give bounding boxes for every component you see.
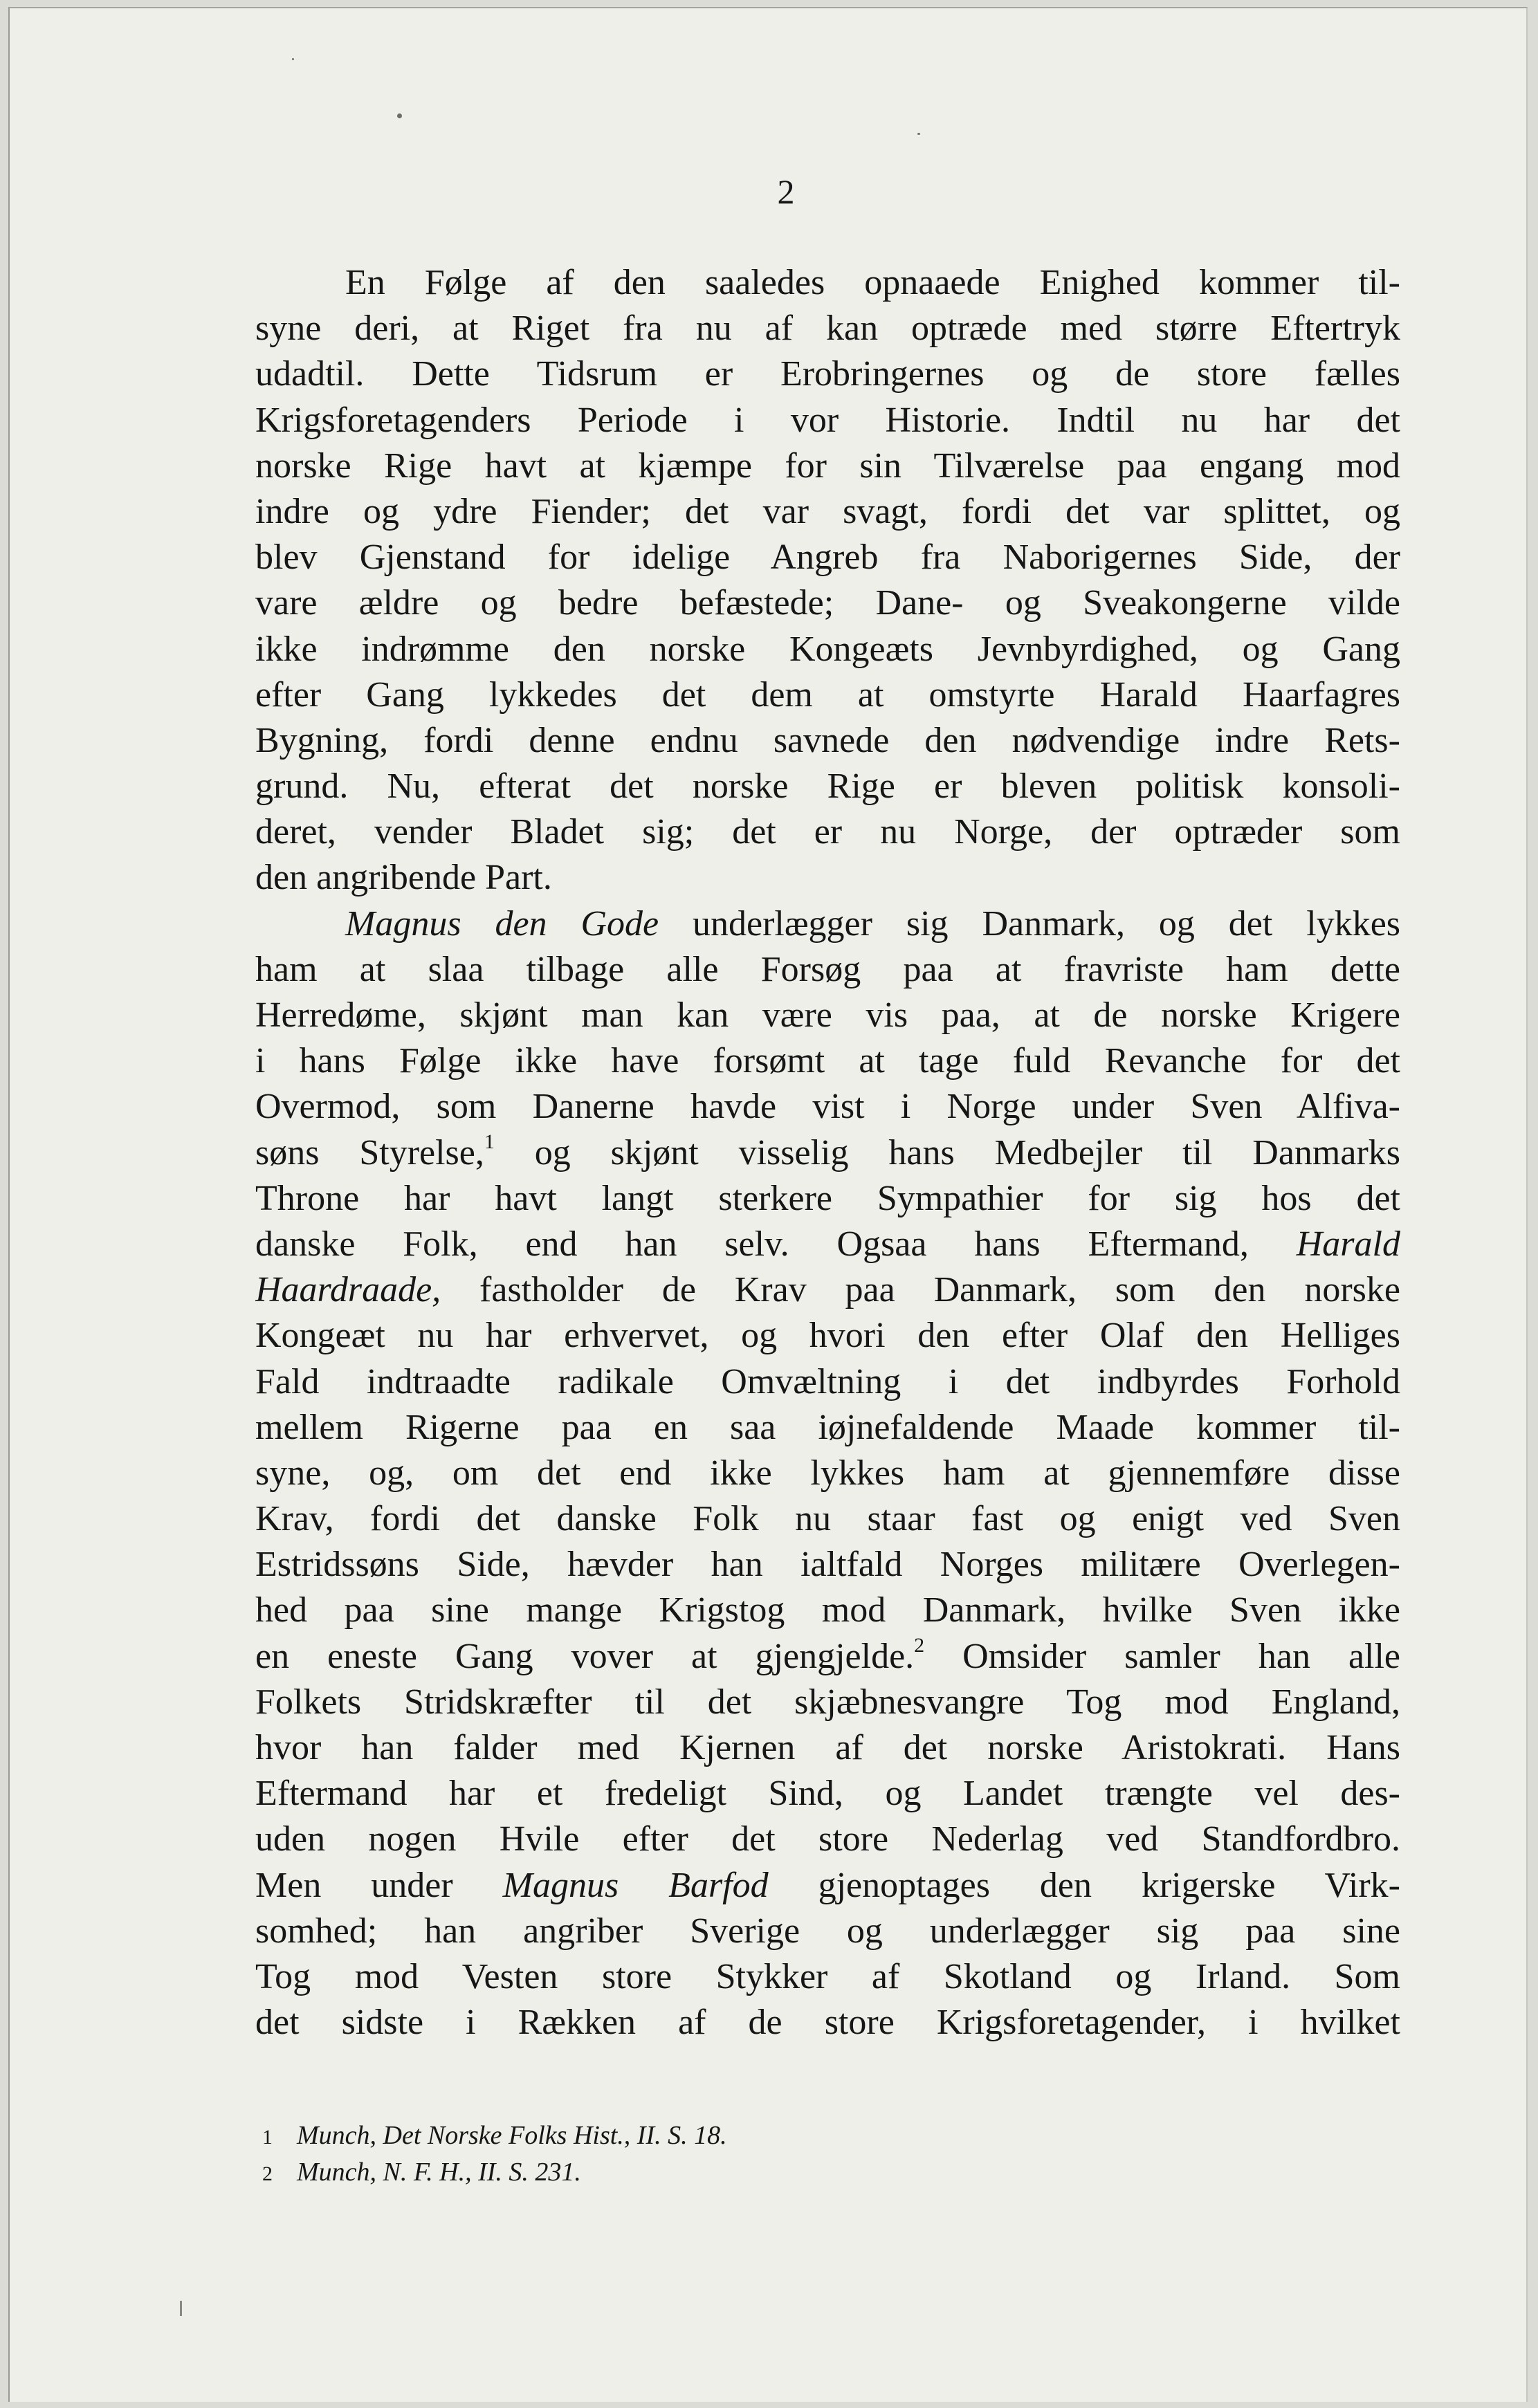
text-line: deret, vender Bladet sig; det er nu Norge, der optræder som — [255, 812, 1400, 852]
text-line: grund. Nu, efterat det norske Rige er bleven politisk konsoli- — [255, 766, 1400, 807]
footnotes — [262, 2118, 1335, 2191]
paper-speck — [917, 133, 920, 135]
person-name: Harald — [1296, 1224, 1400, 1264]
text-line: syne, og, om det end ikke lykkes ham at gjennemføre disse — [255, 1453, 1400, 1493]
text-line: Eftermand har et fredeligt Sind, og Landet trængte vel des- — [255, 1774, 1400, 1814]
text-line: syne deri, at Riget fra nu af kan optræde med større Eftertryk — [255, 309, 1400, 349]
text-run: og skjønt visselig hans Medbejler til Danmarks — [534, 1132, 1400, 1173]
page-number: 2 — [777, 172, 795, 211]
footnote-text: Munch, N. F. H., II. S. 231. — [297, 2158, 581, 2187]
text-line — [255, 901, 1400, 947]
text-line: efter Gang lykkedes det dem at omstyrte Harald Haarfagres — [255, 674, 1400, 715]
person-name: Magnus den Gode — [345, 903, 659, 944]
text-line: En Følge af den saaledes opnaaede Enighed kommer til- — [345, 263, 1400, 302]
text-line: Krav, fordi det danske Folk nu staar fast og enigt ved Sven — [255, 1499, 1400, 1539]
text-line — [255, 1267, 1400, 1313]
person-name: Haardraade, — [255, 1270, 441, 1310]
footnote-ref: 2 — [914, 1634, 925, 1657]
text-line: udadtil. Dette Tidsrum er Erobringernes og de store fælles — [255, 354, 1400, 394]
text-line: Tog mod Vesten store Stykker af Skotland og Irland. Som — [255, 1956, 1400, 1996]
text-line — [255, 1863, 1400, 1909]
text-line: somhed; han angriber Sverige og underlægger sig paa sine — [255, 1911, 1400, 1951]
text-line: Herredøme, skjønt man kan være vis paa, at de norske Krigere — [255, 995, 1400, 1035]
text-line: i hans Følge ikke have forsømt at tage fuld Revanche for det — [255, 1041, 1400, 1081]
document-page — [8, 7, 1528, 2402]
text-line: ham at slaa tilbage alle Forsøg paa at fravriste ham dette — [255, 949, 1400, 989]
text-line: Throne har havt langt sterkere Sympathier for sig hos det — [255, 1178, 1400, 1218]
text-line: Estridssøns Side, hævder han ialtfald Norges militære Overlegen- — [255, 1545, 1400, 1585]
text-run: søns Styrelse, — [255, 1132, 484, 1173]
text-run: Omsider samler han alle — [962, 1636, 1400, 1676]
text-run: en eneste Gang vover at gjengjelde. — [255, 1636, 915, 1676]
person-name: Magnus Barfod — [502, 1865, 769, 1905]
text-run: danske Folk, end han selv. Ogsaa hans Eftermand, — [255, 1224, 1249, 1264]
text-line: vare ældre og bedre befæstede; Dane- og Sveakongerne vilde — [255, 583, 1400, 623]
text-line: hvor han falder med Kjernen af det norske Aristokrati. Hans — [255, 1728, 1400, 1767]
text-run: fastholder de Krav paa Danmark, som den norske — [479, 1270, 1400, 1310]
text-line: norske Rige havt at kjæmpe for sin Tilværelse paa engang mod — [255, 445, 1400, 486]
text-run: gjenoptages den krigerske Virk- — [818, 1865, 1400, 1905]
footnote-mark: 2 — [262, 2162, 273, 2185]
text-line: mellem Rigerne paa en saa iøjnefaldende Maade kommer til- — [255, 1407, 1400, 1447]
text-line: det sidste i Rækken af de store Krigsforetagender, i hvilket — [255, 2003, 1400, 2043]
text-line: Overmod, som Danerne havde vist i Norge under Sven Alfiva- — [255, 1087, 1400, 1127]
footnote-mark: 1 — [262, 2126, 273, 2149]
footnote — [262, 2155, 1335, 2191]
text-line: Kongeæt nu har erhvervet, og hvori den efter Olaf den Helliges — [255, 1316, 1400, 1356]
footnote-ref: 1 — [484, 1130, 495, 1154]
paper-speck — [292, 58, 294, 60]
text-line: blev Gjenstand for idelige Angreb fra Naborigernes Side, der — [255, 537, 1400, 578]
text-line: indre og ydre Fiender; det var svagt, fordi det var splittet, og — [255, 491, 1400, 531]
text-line: den angribende Part. — [255, 858, 552, 898]
text-line: hed paa sine mange Krigstog mod Danmark, hvilke Sven ikke — [255, 1590, 1400, 1630]
text-run: underlægger sig Danmark, og det lykkes — [693, 903, 1400, 944]
text-line — [255, 1130, 1400, 1176]
paper-speck — [397, 113, 402, 118]
text-line — [255, 1222, 1400, 1267]
text-line: Folkets Stridskræfter til det skjæbnesvangre Tog mod England, — [255, 1682, 1400, 1722]
text-line: Krigsforetagenders Periode i vor Historie. Indtil nu har det — [255, 400, 1400, 440]
footnote — [262, 2118, 1335, 2155]
text-line: Fald indtraadte radikale Omvæltning i det indbyrdes Forhold — [255, 1361, 1400, 1401]
paper-mark — [180, 2301, 182, 2316]
body-text — [255, 260, 1400, 2046]
footnote-text: Munch, Det Norske Folks Hist., II. S. 18. — [297, 2121, 727, 2150]
text-line: uden nogen Hvile efter det store Nederlag ved Standfordbro. — [255, 1819, 1400, 1859]
text-line — [255, 1634, 1400, 1680]
text-run: Men under — [255, 1865, 453, 1905]
text-line: ikke indrømme den norske Kongeæts Jevnbyrdighed, og Gang — [255, 629, 1400, 669]
text-line: Bygning, fordi denne endnu savnede den nødvendige indre Rets- — [255, 720, 1400, 760]
